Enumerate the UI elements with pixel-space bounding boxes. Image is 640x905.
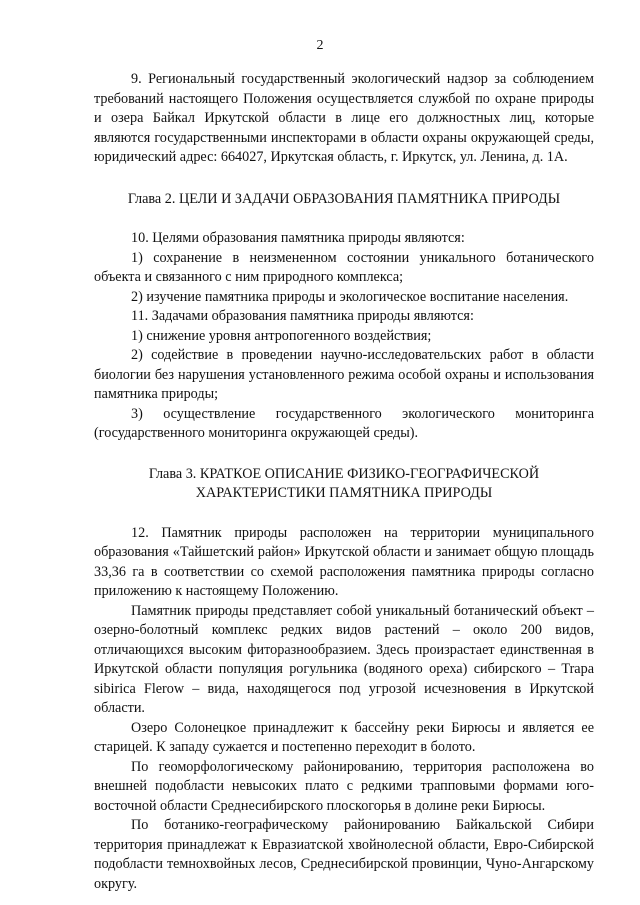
paragraph-10-item-1: 1) сохранение в неизмененном состоянии уникального ботанического объекта и связанного с ним природного комплекса; bbox=[94, 249, 594, 285]
paragraph-11-item-3: 3) осуществление государственного экологического мониторинга (государственного мониторинга окружающей среды). bbox=[94, 405, 594, 441]
paragraph-11: 11. Задачами образования памятника природы являются: bbox=[131, 308, 474, 324]
page-number: 2 bbox=[316, 38, 324, 53]
paragraph-10: 10. Целями образования памятника природы являются: bbox=[131, 230, 465, 246]
paragraph-11-item-1: 1) снижение уровня антропогенного воздействия; bbox=[131, 327, 432, 344]
document-body bbox=[94, 70, 594, 894]
chapter-3-heading-line-1: Глава 3. КРАТКОЕ ОПИСАНИЕ ФИЗИКО-ГЕОГРАФИЧЕСКОЙ bbox=[148, 465, 540, 482]
paragraph-12-geomorphology: По геоморфологическому районированию, территория расположена во внешней подобласти невысоких плато с редкими трапповыми формами юго-восточной области Среднесибирского плоскогорья в долине реки Бирюсы. bbox=[94, 758, 594, 814]
paragraph-12-botanical-geography: По ботанико-географическому районированию Байкальской Сибири территория принадлежат к Евразиатской хвойнолесной области, Евро-Сибирской подобласти темнохвойных лесов, Среднесибирской провинции, Чуно-Ангарскому округу. bbox=[94, 817, 594, 892]
paragraph-12-lake: Озеро Солонецкое принадлежит к бассейну реки Бирюсы и является ее старицей. К западу сужается и постепенно переходит в болото. bbox=[94, 719, 594, 755]
chapter-2-heading: Глава 2. ЦЕЛИ И ЗАДАЧИ ОБРАЗОВАНИЯ ПАМЯТНИКА ПРИРОДЫ bbox=[127, 190, 561, 207]
paragraph-12-description: Памятник природы представляет собой уникальный ботанический объект – озерно-болотный комплекс редких видов растений – около 200 видов, отличающихся высоким фиторазнообразием. Здесь произрастает единственная в Иркутской области популяция рогульника (водяного ореха) сибирского – Trapa sibirica Flerow – вида, находящегося под угрозой исчезновения в Иркутской области. bbox=[94, 602, 594, 716]
paragraph-12: 12. Памятник природы расположен на территории муниципального образования «Тайшетский район» Иркутской области и занимает общую площадь 33,36 га в соответствии со схемой расположения памятника природы согласно приложению к настоящему Положению. bbox=[94, 524, 594, 599]
chapter-3-heading bbox=[94, 465, 594, 504]
paragraph-11-item-2: 2) содействие в проведении научно-исследовательских работ в области биологии без нарушения установленного режима особой охраны и использования памятника природы; bbox=[94, 347, 594, 402]
paragraph-10-item-2: 2) изучение памятника природы и экологическое воспитание населения. bbox=[131, 288, 569, 305]
paragraph-9: 9. Региональный государственный экологический надзор за соблюдением требований настоящего Положения осуществляется службой по охране природы и озера Байкал Иркутской области в лице его должностных лиц, которые являются государственными инспекторами в области охраны окружающей среды, юридический адрес: 664027, Иркутская область, г. Иркутск, ул. Ленина, д. 1А. bbox=[94, 71, 594, 165]
chapter-3-heading-line-2: ХАРАКТЕРИСТИКИ ПАМЯТНИКА ПРИРОДЫ bbox=[195, 485, 493, 501]
